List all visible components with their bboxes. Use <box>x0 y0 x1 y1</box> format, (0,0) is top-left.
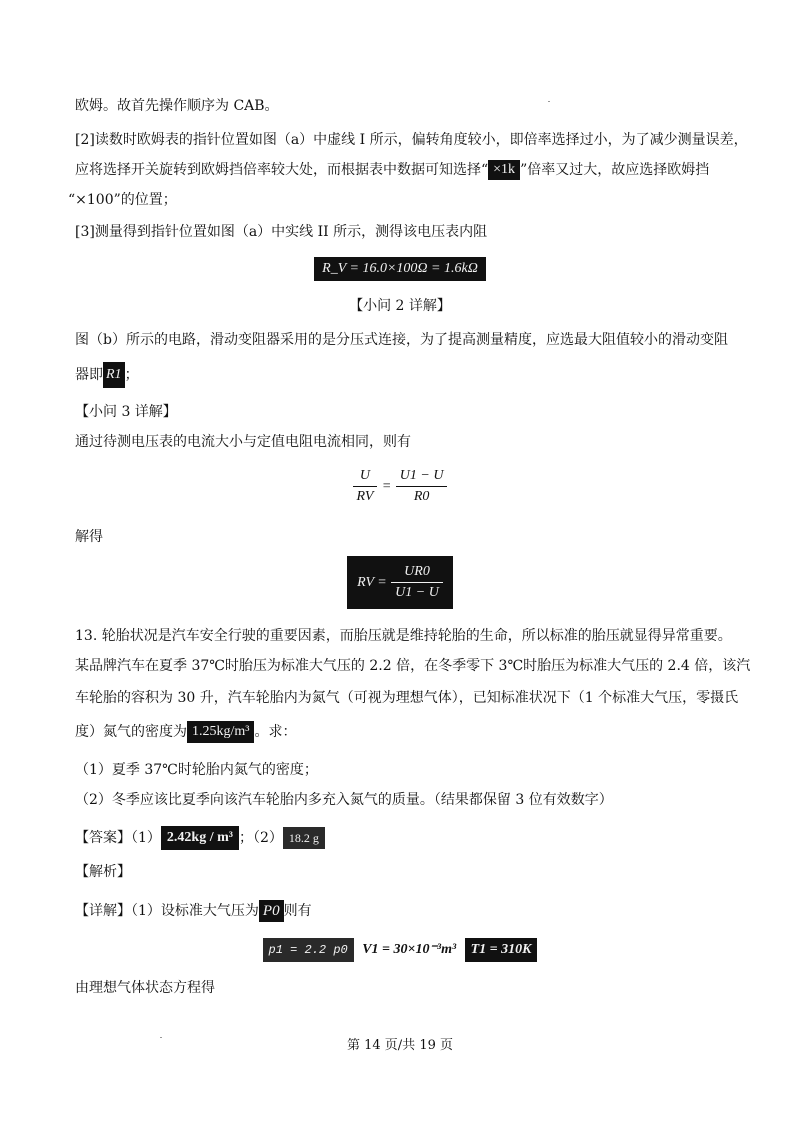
equation-row <box>0 466 800 507</box>
answer-line <box>75 826 325 850</box>
text-line <box>75 978 215 998</box>
text-line <box>75 527 103 547</box>
equation-image: p1 = 2.2 p0 <box>263 938 354 962</box>
equation-image: T1 = 310K <box>465 938 538 962</box>
paragraph-text: 器即 <box>75 367 103 383</box>
question-text: 车轮胎的容积为 30 升，汽车轮胎内为氮气（可视为理想气体），已知标准状况下（1 个标准大气压，零摄氏 <box>75 690 739 706</box>
equation-row <box>0 938 800 962</box>
paragraph-text: 则有 <box>283 903 312 919</box>
text-line <box>75 721 296 743</box>
denominator: RV <box>356 489 374 504</box>
question-text: 度）氮气的密度为 <box>75 724 187 740</box>
heading-text: 【小问 2 详解】 <box>349 298 451 314</box>
text-line <box>75 130 748 150</box>
page-footer: 第 14 页/共 19 页 <box>347 1038 453 1053</box>
equation-image: R_V = 16.0×100Ω = 1.6kΩ <box>314 257 486 281</box>
question-text: （2）冬季应该比夏季向该汽车轮胎内多充入氮气的质量。（结果都保留 3 位有效数字） <box>75 792 613 808</box>
equation-row <box>0 257 800 281</box>
inline-math-image: P0 <box>259 900 284 922</box>
text-line <box>75 330 728 350</box>
paragraph-text: 通过待测电压表的电流大小与定值电阻电流相同，则有 <box>75 434 411 450</box>
denominator: R0 <box>413 489 430 504</box>
paragraph-text: 由理想气体状态方程得 <box>75 980 215 996</box>
inline-math-image: 1.25kg/m³ <box>187 721 254 743</box>
text-line <box>75 656 750 676</box>
equation-row <box>0 556 800 609</box>
text-line <box>75 222 487 242</box>
heading-text: 【小问 3 详解】 <box>75 404 177 420</box>
answer-image: 18.2 g <box>283 827 325 849</box>
numerator: U <box>353 466 378 487</box>
text-line <box>75 790 613 810</box>
equation-text: V1 = 30×10⁻³m³ <box>362 942 457 957</box>
paragraph-text: ”倍率又过大，故应选择欧姆挡 <box>520 162 710 178</box>
question-text: 13. 轮胎状况是汽车安全行驶的重要因素，而胎压就是维持轮胎的生命，所以标准的胎压就显得异常重要。 <box>75 628 732 644</box>
paragraph-text: 欧姆。故首先操作顺序为 CAB。 <box>75 98 279 114</box>
heading-text: 【解析】 <box>75 864 131 880</box>
scan-speck <box>160 1037 162 1038</box>
question-text: 某品牌汽车在夏季 37℃时胎压为标准大气压的 2.2 倍，在冬季零下 3℃时胎压为标准大气压的 2.4 倍，该汽 <box>75 658 751 674</box>
equation-image <box>347 556 453 609</box>
paragraph-text: 应将选择开关旋转到欧姆挡倍率较大处，而根据表中数据可知选择“ <box>75 162 489 178</box>
text-line <box>75 626 732 646</box>
fraction <box>391 562 443 603</box>
section-heading <box>0 296 800 316</box>
equation-lhs: RV = <box>357 574 387 590</box>
text-line <box>68 190 177 210</box>
question-text: （1）夏季 37℃时轮胎内氮气的密度； <box>75 762 318 778</box>
text-line <box>75 760 318 780</box>
scan-speck <box>548 101 550 102</box>
denominator: U1 − U <box>395 585 439 600</box>
text-line <box>75 160 709 180</box>
equals-sign: = <box>381 478 392 494</box>
answer-image: 2.42kg / m³ <box>161 826 239 850</box>
paragraph-text: 【详解】（1）设标准大气压为 <box>75 903 259 919</box>
paragraph-text: [3]测量得到指针位置如图（a）中实线 II 所示，测得该电压表内阻 <box>75 224 488 240</box>
answer-label: 【答案】（1） <box>75 830 161 846</box>
inline-math-image: ×1k <box>488 160 520 180</box>
paragraph-text: 图（b）所示的电路，滑动变阻器采用的是分压式连接，为了提高测量精度，应选最大阻值较小的滑动变阻 <box>75 332 728 348</box>
question-text: 。求： <box>254 724 297 740</box>
text-line <box>75 432 411 452</box>
text-line <box>75 688 738 708</box>
inline-math-image: R1 <box>103 362 125 388</box>
text-line <box>75 362 139 388</box>
fraction <box>396 466 448 507</box>
text-line <box>75 900 312 922</box>
answer-label: ；（2） <box>238 830 283 846</box>
paragraph-text: [2]读数时欧姆表的指针位置如图（a）中虚线 I 所示，偏转角度较小，即倍率选择过小，为了减少测量误差， <box>75 132 748 148</box>
text-line <box>75 96 279 116</box>
paragraph-text: “×100”的位置； <box>68 192 177 208</box>
fraction <box>353 466 378 507</box>
section-heading <box>75 402 177 422</box>
numerator: UR0 <box>391 562 443 583</box>
paragraph-text: ； <box>124 367 139 383</box>
numerator: U1 − U <box>396 466 448 487</box>
section-heading <box>75 862 131 882</box>
paragraph-text: 解得 <box>75 529 103 545</box>
